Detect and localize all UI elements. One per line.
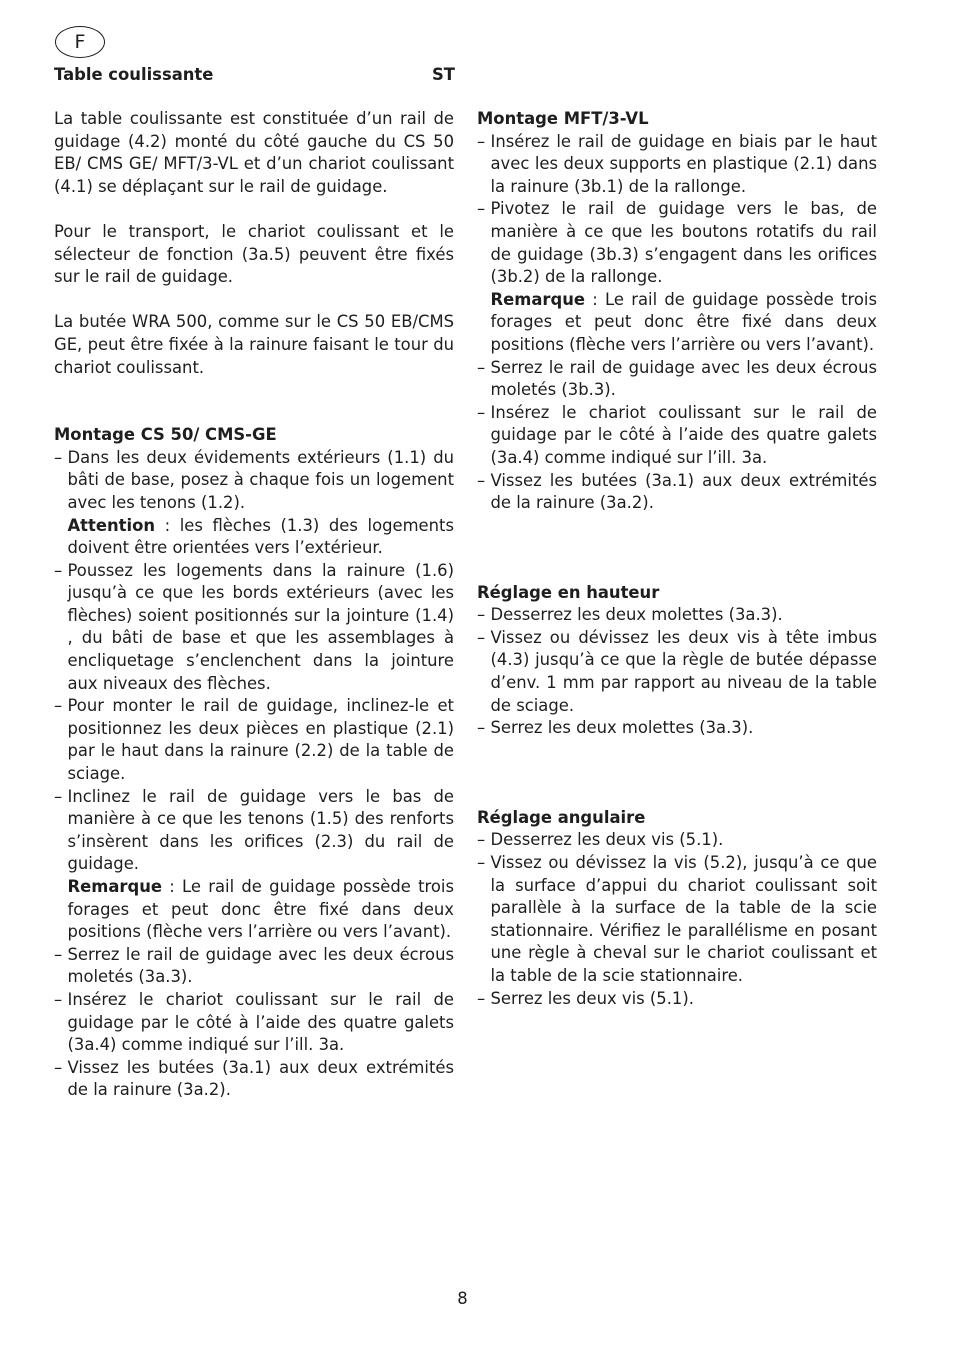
heading-reglage-hauteur: Réglage en hauteur: [477, 582, 660, 602]
list-item-text: Desserrez les deux vis (5.1).: [490, 830, 724, 850]
list-item-text: Inclinez le rail de guidage vers le bas de manière à ce que les tenons (1.5) des renforts s’insèrent dans les orifices (2.3) du rail de guidage.: [67, 786, 454, 874]
list-item-text: Serrez les deux molettes (3a.3).: [490, 718, 754, 738]
list-item-text: Insérez le chariot coulissant sur le rail de guidage par le côté à l’aide des quatre galets (3a.4) comme indiqué sur l’ill. 3a.: [490, 402, 877, 467]
heading-montage-mft: Montage MFT/3-VL: [477, 109, 649, 128]
section-code: ST: [432, 65, 455, 84]
note-label: Remarque: [490, 289, 585, 309]
remark-note: [491, 289, 878, 357]
left-column: [54, 108, 454, 1102]
list-item-text: Insérez le chariot coulissant sur le rail de guidage par le côté à l’aide des quatre galets (3a.4) comme indiqué sur l’ill. 3a.: [67, 989, 454, 1055]
list-item-text: Desserrez les deux molettes (3a.3).: [490, 605, 783, 625]
reglage-hauteur-list: [477, 604, 877, 740]
list-item: [477, 402, 877, 470]
intro-paragraph-2: Pour le transport, le chariot coulissant et le sélecteur de fonction (3a.5) peuvent être fixés sur le rail de guidage.: [54, 221, 454, 287]
heading-reglage-angulaire: Réglage angulaire: [477, 807, 646, 827]
list-item-text: Dans les deux évidements extérieurs (1.1) du bâti de base, posez à chaque fois un logement avec les tenons (1.2).: [67, 447, 454, 512]
list-item: [54, 695, 454, 785]
list-item-text: Serrez le rail de guidage avec les deux écrous moletés (3a.3).: [67, 944, 454, 987]
list-item: [477, 198, 877, 356]
list-item: [477, 470, 877, 515]
list-item: [477, 131, 877, 199]
note-label: Remarque: [67, 877, 162, 896]
list-item: [477, 988, 877, 1011]
list-item-text: Pivotez le rail de guidage vers le bas, de manière à ce que les boutons rotatifs du rail de guidage (3b.3) s’engagent dans les orifices (3b.2) de la rallonge.: [490, 199, 877, 287]
list-item: [477, 627, 877, 717]
list-item: [54, 447, 454, 560]
attention-note: [68, 515, 455, 560]
list-item-text: Vissez les butées (3a.1) aux deux extrémités de la rainure (3a.2).: [490, 470, 877, 513]
list-item-text: Vissez ou dévissez la vis (5.2), jusqu’à ce que la surface d’appui du chariot coulissant soit parallèle à la surface de la table de la scie stationnaire. Vérifiez le parallélisme en posant une règle à cheval sur le chariot coulissant et la table de la scie stationnaire.: [490, 853, 877, 985]
list-item: [54, 560, 454, 696]
page-number: 8: [457, 1289, 468, 1308]
section-title: Table coulissante: [54, 65, 214, 84]
language-badge: F: [55, 26, 105, 58]
remark-note: [68, 876, 455, 944]
list-item-text: Pour monter le rail de guidage, inclinez-le et positionnez les deux pièces en plastique (2.1) par le haut dans la rainure (2.2) de la table de sciage.: [67, 696, 454, 784]
list-item: [54, 786, 454, 944]
list-item: [477, 357, 877, 402]
list-item: [477, 604, 877, 627]
list-item-text: Insérez le rail de guidage en biais par le haut avec les deux supports en plastique (2.1) dans la rainure (3b.1) de la rallonge.: [490, 131, 877, 196]
list-item-text: Serrez les deux vis (5.1).: [490, 988, 694, 1008]
list-item: [477, 829, 877, 852]
note-text: : les flèches (1.3) des logements doivent être orientées vers l’extérieur.: [67, 515, 454, 558]
note-text: : Le rail de guidage possède trois forages et peut donc être fixé dans deux positions (flèche vers l’arrière ou vers l’avant).: [490, 289, 877, 354]
list-item: [477, 717, 877, 740]
note-label: Attention: [67, 515, 156, 535]
intro-paragraph-3: La butée WRA 500, comme sur le CS 50 EB/CMS GE, peut être fixée à la rainure faisant le tour du chariot coulissant.: [54, 312, 454, 377]
list-item: [54, 989, 454, 1057]
right-column: [477, 108, 877, 1010]
note-text: : Le rail de guidage possède trois forages et peut donc être fixé dans deux positions (flèche vers l’arrière ou vers l’avant).: [67, 877, 454, 942]
intro-paragraph-1: La table coulissante est constituée d’un rail de guidage (4.2) monté du côté gauche du CS 50 EB/ CMS GE/ MFT/3-VL et d’un chariot coulissant (4.1) se déplaçant sur le rail de guidage.: [54, 109, 454, 196]
reglage-angulaire-list: [477, 829, 877, 1010]
list-item: [54, 944, 454, 989]
list-item: [477, 852, 877, 988]
montage-mft-list: [477, 131, 877, 515]
list-item-text: Serrez le rail de guidage avec les deux écrous moletés (3b.3).: [490, 357, 877, 400]
montage-cs50-list: [54, 447, 454, 1102]
list-item-text: Vissez ou dévissez les deux vis à tête imbus (4.3) jusqu’à ce que la règle de butée dépasse d’env. 1 mm par rapport au niveau de la table de sciage.: [490, 627, 877, 715]
list-item: [54, 1057, 454, 1102]
heading-montage-cs50: Montage CS 50/ CMS-GE: [54, 425, 277, 445]
list-item-text: Poussez les logements dans la rainure (1.6) jusqu’à ce que les bords extérieurs (avec les flèches) soient positionnés sur la jointure (1.4) , du bâti de base et que les assemblages à encliquetage s’enclenchent dans la jointure aux niveaux des flèches.: [67, 560, 454, 693]
list-item-text: Vissez les butées (3a.1) aux deux extrémités de la rainure (3a.2).: [67, 1057, 454, 1100]
